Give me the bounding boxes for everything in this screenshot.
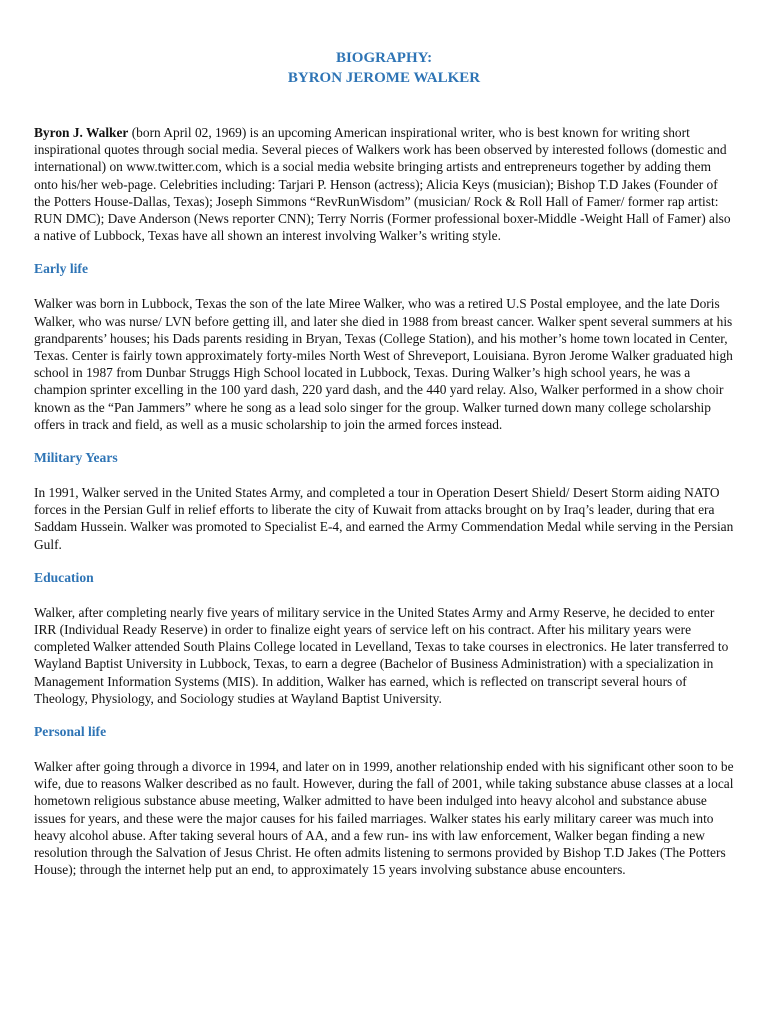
spacer bbox=[34, 88, 734, 124]
spacer bbox=[34, 467, 734, 484]
spacer bbox=[34, 553, 734, 569]
title-line-2: BYRON JEROME WALKER bbox=[287, 70, 481, 86]
military-years-paragraph: In 1991, Walker served in the United States Army, and completed a tour in Operation Desert Shield/ Desert Storm aiding NATO forces in the Persian Gulf in relief efforts to liberate the city of Kuwait from attacks brought on by Iraq’s leader, during that era Saddam Hussein. Walker was promoted to Specialist E-4, and earned the Army Commendation Medal while serving in the Persian Gulf. bbox=[34, 485, 734, 552]
early-life-paragraph: Walker was born in Lubbock, Texas the son of the late Miree Walker, who was a retired U.S Postal employee, and the late Doris Walker, who was nurse/ LVN before getting ill, and later she died in 1988 from breast cancer. Walker spent several summers at his grandparents’ houses; his Dads parents residing in Bryan, Texas (College Station), and his mother’s home town located in Center, Texas. Center is fairly town approximately forty-miles North West of Shreveport, Louisiana. Byron Jerome Walker graduated high school in 1987 from Dunbar Struggs High School located in Lubbock, Texas. During Walker’s high school years, he was a champion sprinter excelling in the 100 yard dash, 220 yard dash, and the 440 yard relay. Also, Walker performed in a show choir known as the “Pan Jammers” where he song as a lead solo singer for the group. Walker turned down many college scholarship offers in track and field, as well as a music scholarship to join the armed forces instead. bbox=[34, 296, 733, 432]
spacer bbox=[34, 707, 734, 723]
spacer bbox=[34, 433, 734, 449]
title-line-1: BIOGRAPHY: bbox=[335, 50, 433, 66]
spacer bbox=[34, 278, 734, 295]
intro-paragraph bbox=[34, 124, 734, 244]
spacer bbox=[34, 587, 734, 604]
subject-name: Byron J. Walker bbox=[34, 125, 129, 140]
heading-military-years: Military Years bbox=[34, 450, 118, 466]
document-page bbox=[34, 48, 734, 879]
heading-early-life: Early life bbox=[34, 261, 88, 277]
education-paragraph: Walker, after completing nearly five years of military service in the United States Army and Army Reserve, he decided to enter IRR (Individual Ready Reserve) in order to finalize eight years of service left on his contract. After his military years were completed Walker attended South Plains College located in Levelland, Texas to take courses in electronics. He later transferred to Wayland Baptist University in Lubbock, Texas, to earn a degree (Bachelor of Business Administration) with a specialization in Management Information Systems (MIS). In addition, Walker has earned, which is reflected on transcript several hours of Theology, Physiology, and Sociology studies at Wayland Baptist University. bbox=[34, 604, 729, 706]
heading-education: Education bbox=[34, 569, 94, 585]
spacer bbox=[34, 741, 734, 758]
heading-personal-life: Personal life bbox=[34, 724, 107, 740]
spacer bbox=[34, 244, 734, 260]
intro-text: (born April 02, 1969) is an upcoming American inspirational writer, who is best known for writing short inspirational quotes through social media. Several pieces of Walkers work has been observed by interested follows (domestic and international) on www.twitter.com, which is a social media website bringing artists and entrepreneurs together by adding them onto his/her web-page. Celebrities including: Tarjari P. Henson (actress); Alicia Keys (musician); Bishop T.D Jakes (Founder of the Potters House-Dallas, Texas); Joseph Simmons “RevRunWisdom” (musician/ Rock & Roll Hall of Famer/ former rap artist: RUN DMC); Dave Anderson (News reporter CNN); Terry Norris (Former professional boxer-Middle -Weight Hall of Famer) also a native of Lubbock, Texas have all shown an interest involving Walker’s writing style. bbox=[34, 125, 731, 244]
personal-life-paragraph: Walker after going through a divorce in 1994, and later on in 1999, another relationship ended with his significant other soon to be wife, due to reasons Walker described as no fault. However, during the fall of 2001, while taking substance abuse classes at a local hometown religious substance abuse meeting, Walker admitted to have been indulged into heavy alcohol and substance abuse issues for years, and these were the major causes for his failed marriages. Walker states his early military career was much into heavy alcohol abuse. After taking several hours of AA, and a few run- ins with law enforcement, Walker began finding a new resolution through the Salvation of Jesus Christ. He often admits listening to sermons provided by Bishop T.D Jakes (The Potters House); through the internet help put an end, to approximately 15 years involving substance abuse encounters. bbox=[34, 759, 734, 878]
document-title bbox=[34, 48, 734, 88]
